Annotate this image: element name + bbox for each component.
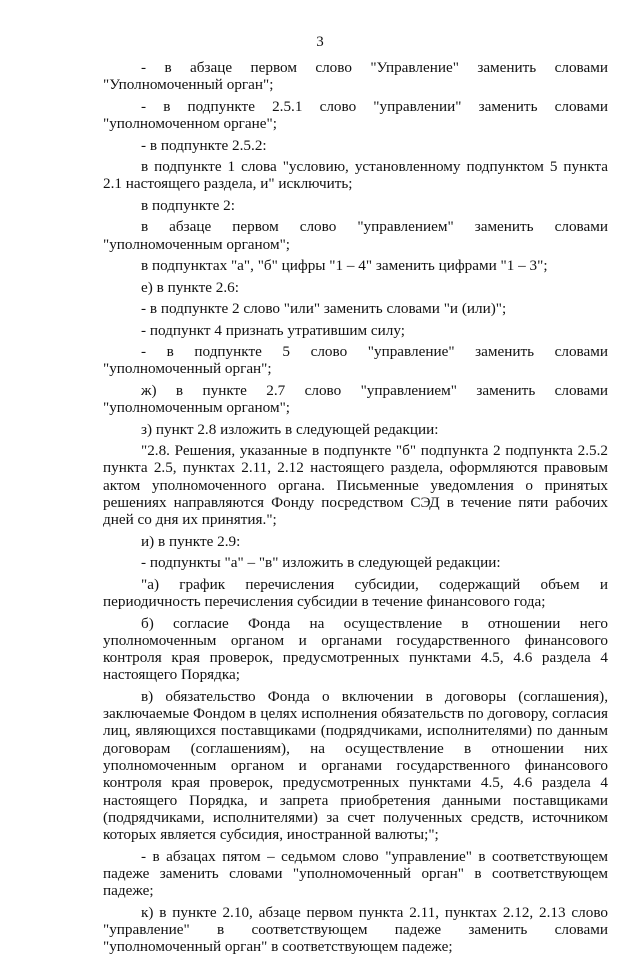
paragraph: - подпункты "а" – "в" изложить в следующей редакции:: [141, 554, 501, 572]
paragraph: "2.8. Решения, указанные в подпункте "б" подпункта 2 подпункта 2.5.2 пункта 2.5, пунктах 2.11, 2.12 настоящего раздела, оформляются правовым актом уполномоченного органа. Письменные уведомления о принятых решениях направляются Фонду посредством СЭД в течение пяти рабочих дней со дня их принятия.";: [103, 442, 608, 529]
paragraph: - в подпункте 2 слово "или" заменить словами "и (или)";: [141, 300, 507, 318]
paragraph: - в подпункте 2.5.1 слово "управлении" заменить словами "уполномоченном органе";: [103, 97, 608, 133]
paragraph: к) в пункте 2.10, абзаце первом пункта 2.11, пунктах 2.12, 2.13 слово "управление" в соответствующем падеже заменить словами "уполномоченный орган" в соответствующем падеже;: [103, 903, 608, 956]
paragraph: "а) график перечисления субсидии, содержащий объем и периодичность перечисления субсидии в течение финансового года;: [103, 575, 608, 611]
paragraph: - в абзаце первом слово "Управление" заменить словами "Уполномоченный орган";: [103, 59, 608, 94]
paragraph: в подпунктах "а", "б" цифры "1 – 4" заменить цифрами "1 – 3";: [141, 257, 548, 275]
paragraph: е) в пункте 2.6:: [141, 278, 239, 296]
paragraph: и) в пункте 2.9:: [141, 532, 241, 550]
paragraph: ж) в пункте 2.7 слово "управлением" заменить словами "уполномоченным органом";: [103, 381, 608, 417]
paragraph: в подпункте 1 слова "условию, установленному подпунктом 5 пункта 2.1 настоящего раздела, и" исключить;: [103, 158, 608, 193]
paragraph: - в абзацах пятом – седьмом слово "управление" в соответствующем падеже заменить словами "уполномоченный орган" в соответствующем падеже;: [103, 847, 608, 900]
page-number: 3: [316, 34, 324, 50]
paragraph: в) обязательство Фонда о включении в договоры (соглашения), заключаемые Фондом в целях исполнения обязательств по договору, согласия лиц, являющихся поставщиками (подрядчиками, исполнителями) по данным договорам (соглашениям), на осуществление в отношении них уполномоченным органом и органами государственного финансового контроля края проверок, предусмотренных пунктами 4.5, 4.6 раздела 4 настоящего Порядка, и запрета приобретения данными поставщиками (подрядчиками, исполнителями) за счет полученных средств, источником которых является субсидия, иностранной валюты;";: [103, 687, 608, 844]
paragraph: б) согласие Фонда на осуществление в отношении него уполномоченным органом и органами государственного финансового контроля края проверок, предусмотренных пунктами 4.5, 4.6 раздела 4 настоящего Порядка;: [103, 614, 608, 684]
paragraph: в подпункте 2:: [141, 196, 235, 214]
paragraph: - подпункт 4 признать утратившим силу;: [141, 321, 405, 339]
document-body: [103, 59, 608, 960]
paragraph: - в подпункте 5 слово "управление" заменить словами "уполномоченный орган";: [103, 343, 608, 378]
paragraph: в абзаце первом слово "управлением" заменить словами "уполномоченным органом";: [103, 218, 608, 253]
paragraph: з) пункт 2.8 изложить в следующей редакции:: [141, 420, 439, 438]
paragraph: - в подпункте 2.5.2:: [141, 136, 267, 154]
